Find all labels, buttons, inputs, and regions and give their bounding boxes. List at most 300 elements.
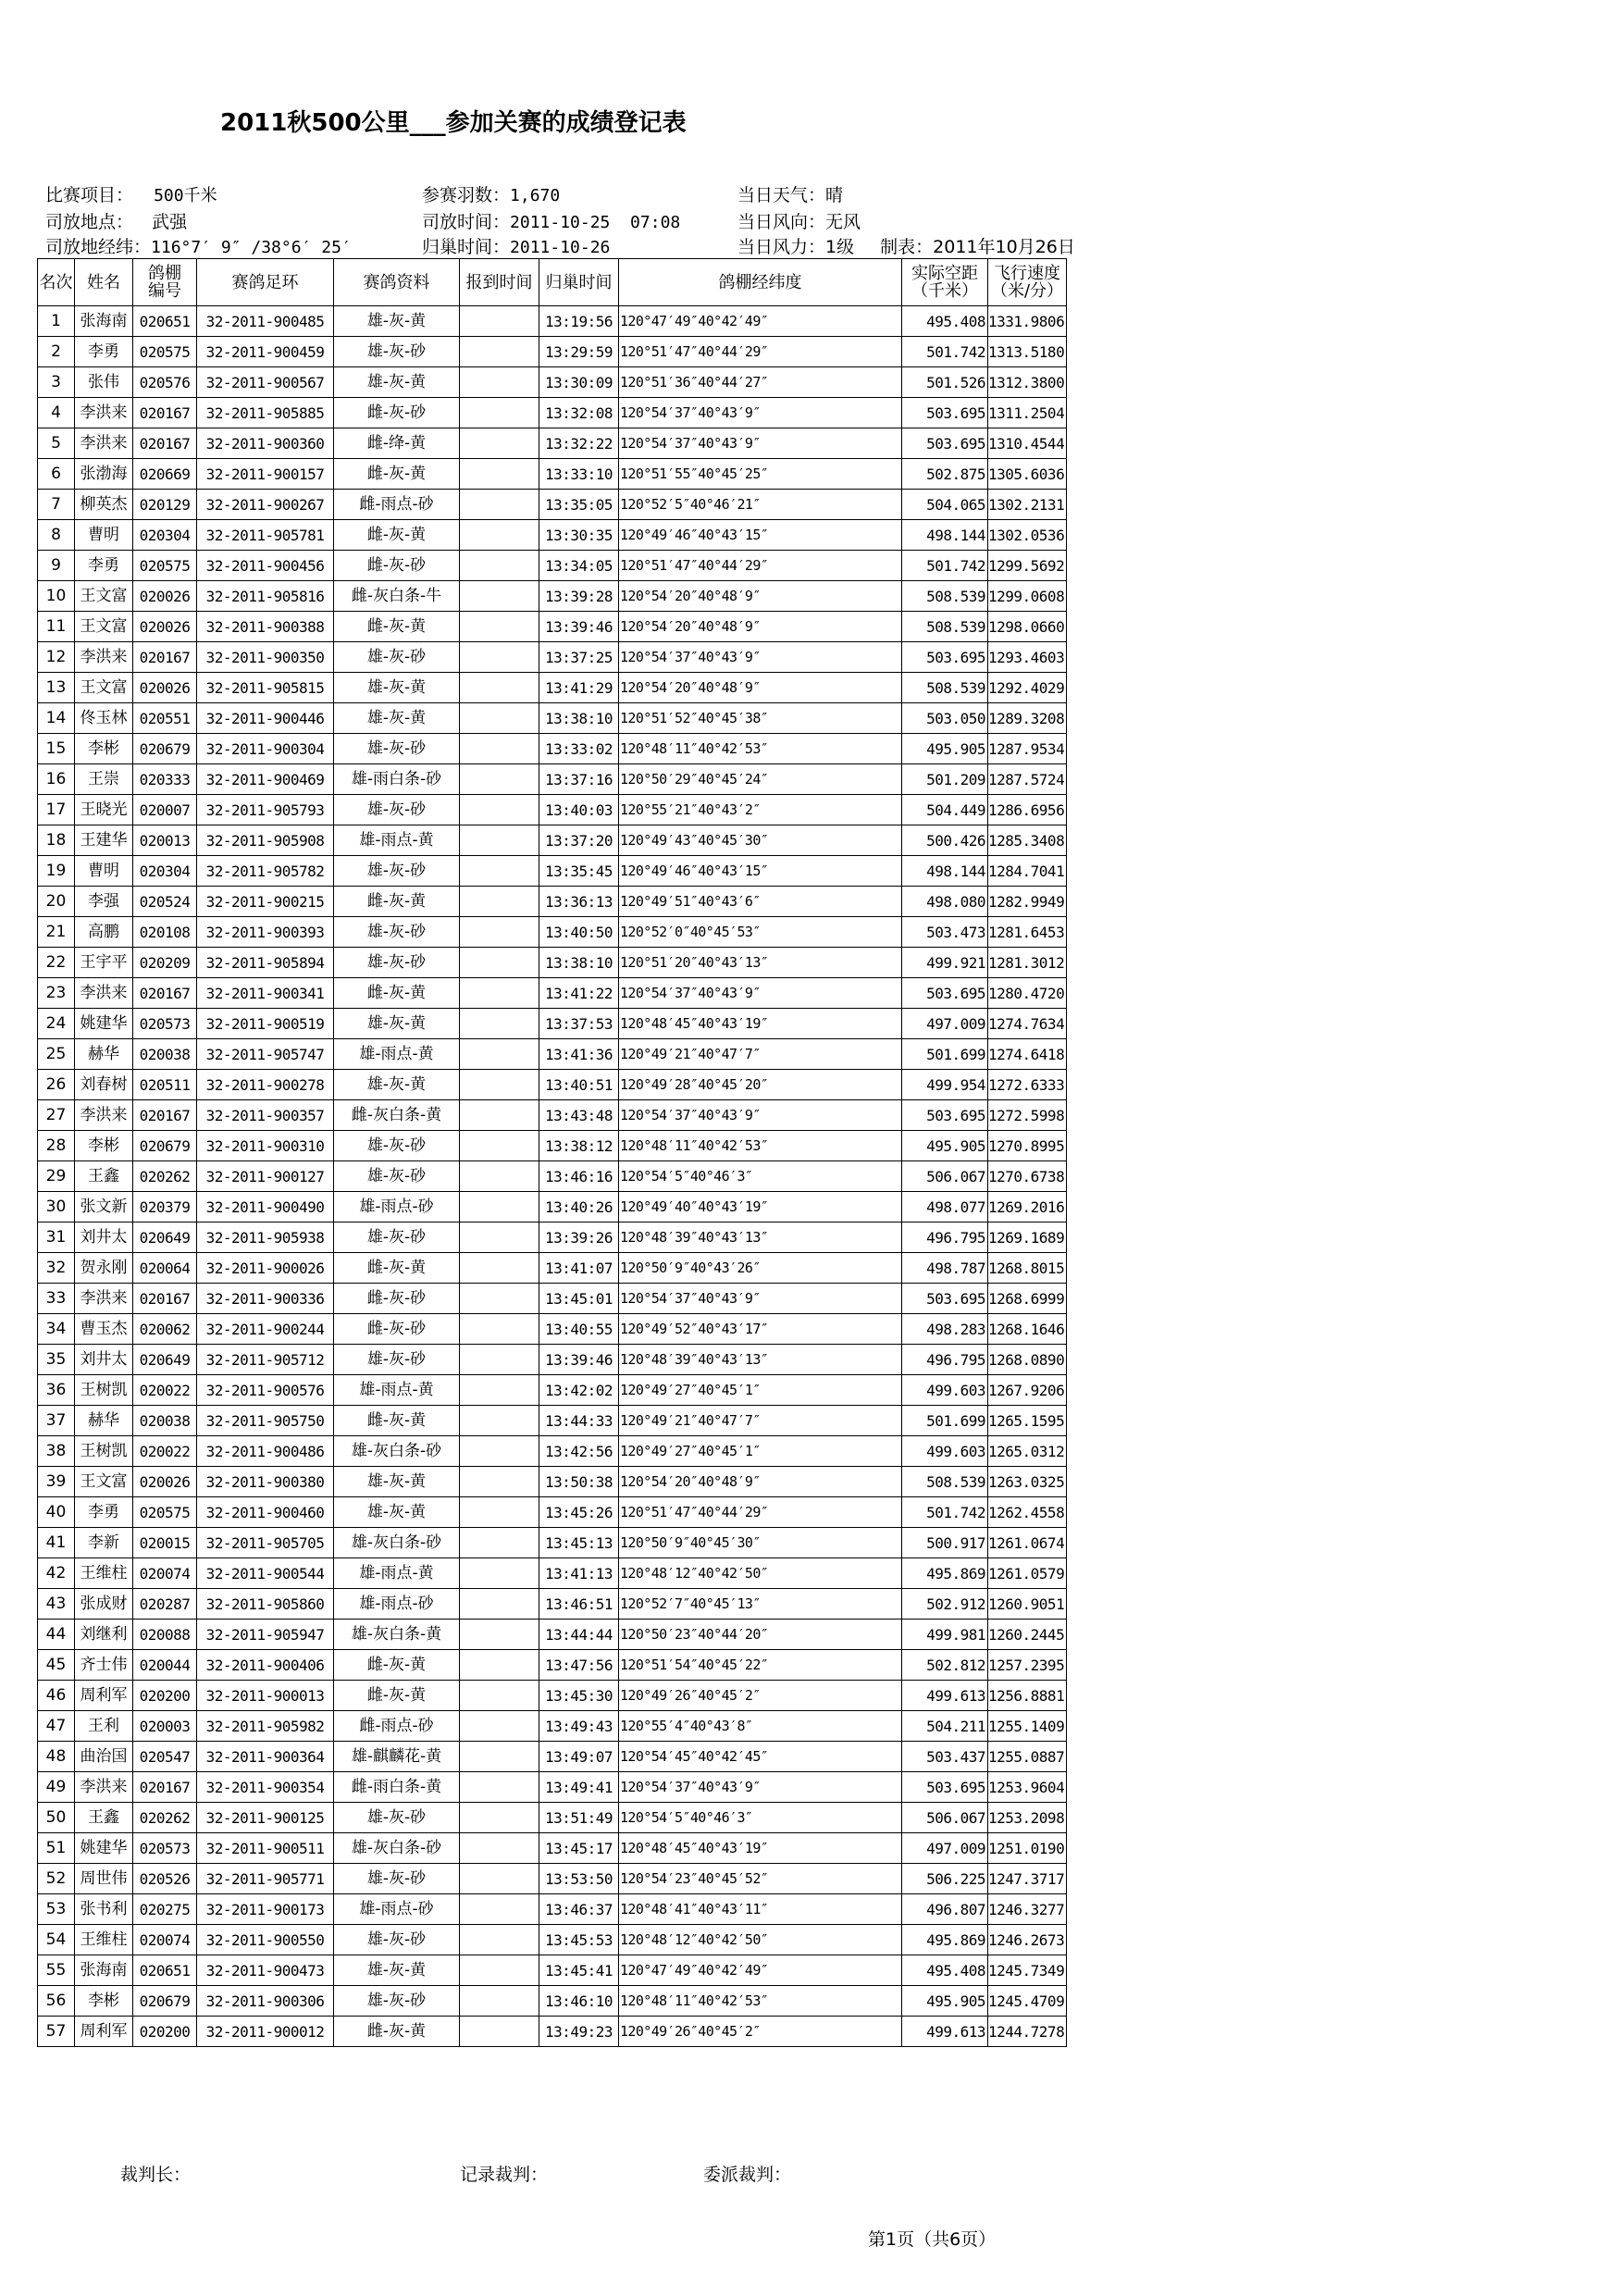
cell-report — [460, 1803, 539, 1833]
cell-speed: 1265.0312 — [988, 1436, 1067, 1467]
cell-loft: 020015 — [133, 1528, 197, 1558]
cell-name: 张书利 — [75, 1894, 133, 1925]
cell-coords: 120°49′27″40°45′1″ — [619, 1436, 902, 1467]
cell-name: 王建华 — [75, 825, 133, 856]
cell-distance: 503.695 — [902, 398, 988, 428]
cell-ring: 32-2011-900446 — [197, 703, 334, 734]
cell-distance: 500.426 — [902, 825, 988, 856]
cell-name: 张伟 — [75, 367, 133, 398]
cell-return: 13:41:36 — [539, 1039, 619, 1070]
cell-speed: 1260.2445 — [988, 1620, 1067, 1650]
cell-loft: 020573 — [133, 1833, 197, 1864]
cell-report — [460, 1222, 539, 1253]
cell-speed: 1302.0536 — [988, 520, 1067, 551]
cell-speed: 1255.1409 — [988, 1711, 1067, 1742]
cell-distance: 498.787 — [902, 1253, 988, 1284]
cell-ring: 32-2011-900380 — [197, 1467, 334, 1497]
cell-distance: 508.539 — [902, 612, 988, 642]
table-row — [38, 1467, 1067, 1497]
cell-rank: 24 — [38, 1009, 75, 1039]
cell-return: 13:36:13 — [539, 887, 619, 917]
cell-name: 王利 — [75, 1711, 133, 1742]
chief-judge-label: 裁判长： — [120, 2165, 192, 2185]
cell-distance: 495.408 — [902, 1955, 988, 1986]
cell-distance: 506.067 — [902, 1161, 988, 1192]
cell-speed: 1257.2395 — [988, 1650, 1067, 1681]
info-weather — [737, 181, 843, 206]
cell-report — [460, 1528, 539, 1558]
table-row — [38, 1100, 1067, 1131]
cell-speed: 1251.0190 — [988, 1833, 1067, 1864]
table-row — [38, 1039, 1067, 1070]
cell-return: 13:37:16 — [539, 764, 619, 795]
cell-ring: 32-2011-900350 — [197, 642, 334, 673]
cell-ring: 32-2011-905982 — [197, 1711, 334, 1742]
cell-name: 李洪来 — [75, 1284, 133, 1314]
cell-distance: 503.695 — [902, 428, 988, 459]
cell-report — [460, 337, 539, 367]
cell-report — [460, 1558, 539, 1589]
count-label: 参赛羽数： — [422, 185, 511, 205]
cell-return: 13:39:28 — [539, 581, 619, 612]
table-row — [38, 1772, 1067, 1803]
cell-ring: 32-2011-905885 — [197, 398, 334, 428]
table-row — [38, 673, 1067, 703]
cell-coords: 120°47′49″40°42′49″ — [619, 1955, 902, 1986]
cell-info: 雌-雨白条-黄 — [334, 1772, 460, 1803]
header-coords: 鸽棚经纬度 — [619, 259, 902, 306]
cell-loft: 020007 — [133, 795, 197, 825]
cell-return: 13:40:51 — [539, 1070, 619, 1100]
cell-speed: 1281.6453 — [988, 917, 1067, 948]
cell-ring: 32-2011-900215 — [197, 887, 334, 917]
cell-distance: 498.144 — [902, 856, 988, 887]
cell-loft: 020526 — [133, 1864, 197, 1894]
cell-info: 雄-灰-砂 — [334, 1345, 460, 1375]
cell-rank: 2 — [38, 337, 75, 367]
cell-rank: 7 — [38, 490, 75, 520]
cell-loft: 020275 — [133, 1894, 197, 1925]
cell-report — [460, 1833, 539, 1864]
cell-report — [460, 856, 539, 887]
cell-rank: 9 — [38, 551, 75, 581]
cell-report — [460, 1131, 539, 1161]
cell-info: 雌-灰-黄 — [334, 1681, 460, 1711]
table-row — [38, 2017, 1067, 2047]
cell-return: 13:40:50 — [539, 917, 619, 948]
cell-distance: 501.209 — [902, 764, 988, 795]
cell-info: 雌-灰-黄 — [334, 1253, 460, 1284]
cell-info: 雄-灰-黄 — [334, 1467, 460, 1497]
cell-loft: 020379 — [133, 1192, 197, 1222]
cell-loft: 020547 — [133, 1742, 197, 1772]
cell-speed: 1261.0579 — [988, 1558, 1067, 1589]
cell-return: 13:35:05 — [539, 490, 619, 520]
table-row — [38, 1314, 1067, 1345]
cell-distance: 501.742 — [902, 1497, 988, 1528]
cell-rank: 10 — [38, 581, 75, 612]
cell-loft: 020575 — [133, 1497, 197, 1528]
cell-name: 王崇 — [75, 764, 133, 795]
cell-ring: 32-2011-900364 — [197, 1742, 334, 1772]
cell-coords: 120°54′37″40°43′9″ — [619, 398, 902, 428]
cell-return: 13:32:08 — [539, 398, 619, 428]
cell-speed: 1284.7041 — [988, 856, 1067, 887]
cell-return: 13:51:49 — [539, 1803, 619, 1833]
info-wind-dir — [737, 208, 861, 233]
cell-loft: 020262 — [133, 1161, 197, 1192]
info-count — [422, 181, 560, 206]
cell-return: 13:34:05 — [539, 551, 619, 581]
cell-speed: 1287.9534 — [988, 734, 1067, 764]
cell-coords: 120°54′45″40°42′45″ — [619, 1742, 902, 1772]
table-row — [38, 1009, 1067, 1039]
table-row — [38, 856, 1067, 887]
table-row — [38, 1192, 1067, 1222]
cell-return: 13:47:56 — [539, 1650, 619, 1681]
cell-name: 张成财 — [75, 1589, 133, 1620]
cell-return: 13:38:12 — [539, 1131, 619, 1161]
cell-report — [460, 1864, 539, 1894]
table-row — [38, 1070, 1067, 1100]
cell-coords: 120°48′12″40°42′50″ — [619, 1558, 902, 1589]
cell-distance: 499.981 — [902, 1620, 988, 1650]
table-row — [38, 642, 1067, 673]
cell-name: 周利军 — [75, 1681, 133, 1711]
cell-report — [460, 1955, 539, 1986]
cell-report — [460, 1009, 539, 1039]
cell-ring: 32-2011-900511 — [197, 1833, 334, 1864]
cell-name: 王文富 — [75, 673, 133, 703]
table-row — [38, 490, 1067, 520]
cell-ring: 32-2011-900304 — [197, 734, 334, 764]
assigned-judge-label: 委派裁判： — [703, 2165, 792, 2185]
cell-name: 姚建华 — [75, 1009, 133, 1039]
cell-ring: 32-2011-905815 — [197, 673, 334, 703]
cell-coords: 120°51′47″40°44′29″ — [619, 551, 902, 581]
cell-name: 王鑫 — [75, 1161, 133, 1192]
cell-loft: 020669 — [133, 459, 197, 490]
cell-speed: 1272.5998 — [988, 1100, 1067, 1131]
cell-loft: 020026 — [133, 673, 197, 703]
cell-info: 雄-麒麟花-黄 — [334, 1742, 460, 1772]
cell-distance: 495.905 — [902, 734, 988, 764]
cell-loft: 020524 — [133, 887, 197, 917]
cell-info: 雄-雨点-黄 — [334, 1375, 460, 1406]
cell-name: 李洪来 — [75, 978, 133, 1009]
cell-return: 13:37:53 — [539, 1009, 619, 1039]
cell-ring: 32-2011-900306 — [197, 1986, 334, 2017]
cell-name: 赫华 — [75, 1406, 133, 1436]
cell-report — [460, 1100, 539, 1131]
table-row — [38, 1345, 1067, 1375]
cell-ring: 32-2011-900125 — [197, 1803, 334, 1833]
cell-rank: 35 — [38, 1345, 75, 1375]
cell-name: 李洪来 — [75, 1100, 133, 1131]
cell-return: 13:49:41 — [539, 1772, 619, 1803]
cell-coords: 120°48′12″40°42′50″ — [619, 1925, 902, 1955]
cell-info: 雄-灰-黄 — [334, 673, 460, 703]
cell-loft: 020551 — [133, 703, 197, 734]
cell-distance: 503.695 — [902, 1772, 988, 1803]
header-row — [38, 259, 1067, 306]
cell-loft: 020026 — [133, 612, 197, 642]
cell-return: 13:41:22 — [539, 978, 619, 1009]
cell-speed: 1253.2098 — [988, 1803, 1067, 1833]
cell-name: 李彬 — [75, 1986, 133, 2017]
cell-name: 王树凯 — [75, 1375, 133, 1406]
cell-report — [460, 398, 539, 428]
cell-return: 13:40:26 — [539, 1192, 619, 1222]
cell-name: 曹明 — [75, 856, 133, 887]
table-row — [38, 1650, 1067, 1681]
cell-rank: 39 — [38, 1467, 75, 1497]
cell-loft: 020573 — [133, 1009, 197, 1039]
cell-coords: 120°51′36″40°44′27″ — [619, 367, 902, 398]
cell-distance: 502.875 — [902, 459, 988, 490]
header-distance: 实际空距 （千米） — [902, 259, 988, 306]
cell-return: 13:44:33 — [539, 1406, 619, 1436]
cell-speed: 1244.7278 — [988, 2017, 1067, 2047]
cell-loft: 020649 — [133, 1222, 197, 1253]
cell-speed: 1246.2673 — [988, 1925, 1067, 1955]
cell-ring: 32-2011-905908 — [197, 825, 334, 856]
cell-report — [460, 2017, 539, 2047]
cell-info: 雌-雨点-砂 — [334, 490, 460, 520]
wind-dir-value: 无风 — [825, 212, 861, 232]
cell-speed: 1289.3208 — [988, 703, 1067, 734]
cell-ring: 32-2011-900576 — [197, 1375, 334, 1406]
cell-name: 李洪来 — [75, 1772, 133, 1803]
cell-coords: 120°48′45″40°43′19″ — [619, 1009, 902, 1039]
cell-rank: 57 — [38, 2017, 75, 2047]
cell-name: 曲治国 — [75, 1742, 133, 1772]
cell-info: 雌-灰-黄 — [334, 887, 460, 917]
cell-loft: 020287 — [133, 1589, 197, 1620]
cell-info: 雌-灰-砂 — [334, 551, 460, 581]
table-row — [38, 1864, 1067, 1894]
cell-name: 王晓光 — [75, 795, 133, 825]
table-row — [38, 1894, 1067, 1925]
cell-report — [460, 1161, 539, 1192]
cell-name: 王文富 — [75, 612, 133, 642]
cell-name: 李新 — [75, 1528, 133, 1558]
cell-loft: 020038 — [133, 1406, 197, 1436]
cell-report — [460, 1406, 539, 1436]
cell-speed: 1285.3408 — [988, 825, 1067, 856]
cell-loft: 020167 — [133, 1772, 197, 1803]
cell-report — [460, 1772, 539, 1803]
cell-report — [460, 1681, 539, 1711]
cell-coords: 120°54′37″40°43′9″ — [619, 978, 902, 1009]
cell-distance: 496.807 — [902, 1894, 988, 1925]
cell-loft: 020064 — [133, 1253, 197, 1284]
cell-ring: 32-2011-905894 — [197, 948, 334, 978]
cell-speed: 1287.5724 — [988, 764, 1067, 795]
cell-speed: 1268.1646 — [988, 1314, 1067, 1345]
table-row — [38, 1803, 1067, 1833]
cell-coords: 120°54′37″40°43′9″ — [619, 1100, 902, 1131]
cell-info: 雄-灰-砂 — [334, 1131, 460, 1161]
cell-loft: 020074 — [133, 1925, 197, 1955]
cell-coords: 120°52′7″40°45′13″ — [619, 1589, 902, 1620]
table-row — [38, 398, 1067, 428]
cell-loft: 020088 — [133, 1620, 197, 1650]
cell-coords: 120°49′26″40°45′2″ — [619, 2017, 902, 2047]
cell-loft: 020074 — [133, 1558, 197, 1589]
cell-return: 13:42:56 — [539, 1436, 619, 1467]
cell-info: 雄-灰-黄 — [334, 1009, 460, 1039]
cell-info: 雌-灰-黄 — [334, 978, 460, 1009]
cell-rank: 31 — [38, 1222, 75, 1253]
wind-force-label: 当日风力： — [737, 237, 826, 257]
record-judge-label: 记录裁判： — [460, 2165, 549, 2185]
cell-report — [460, 1467, 539, 1497]
cell-info: 雄-灰-砂 — [334, 1925, 460, 1955]
cell-coords: 120°48′11″40°42′53″ — [619, 1986, 902, 2017]
cell-speed: 1270.6738 — [988, 1161, 1067, 1192]
table-row — [38, 1742, 1067, 1772]
cell-report — [460, 1345, 539, 1375]
cell-speed: 1268.0890 — [988, 1345, 1067, 1375]
cell-return: 13:19:56 — [539, 306, 619, 337]
cell-rank: 6 — [38, 459, 75, 490]
cell-loft: 020026 — [133, 1467, 197, 1497]
cell-loft: 020651 — [133, 1955, 197, 1986]
info-wind-force — [737, 233, 1075, 258]
cell-info: 雄-灰-砂 — [334, 1803, 460, 1833]
cell-report — [460, 948, 539, 978]
cell-rank: 30 — [38, 1192, 75, 1222]
cell-loft: 020062 — [133, 1314, 197, 1345]
cell-return: 13:45:53 — [539, 1925, 619, 1955]
cell-distance: 495.869 — [902, 1558, 988, 1589]
cell-rank: 43 — [38, 1589, 75, 1620]
cell-ring: 32-2011-905938 — [197, 1222, 334, 1253]
cell-speed: 1299.0608 — [988, 581, 1067, 612]
cell-return: 13:40:03 — [539, 795, 619, 825]
cell-return: 13:30:35 — [539, 520, 619, 551]
cell-info: 雄-灰-黄 — [334, 1497, 460, 1528]
cell-report — [460, 459, 539, 490]
cell-speed: 1262.4558 — [988, 1497, 1067, 1528]
cell-rank: 38 — [38, 1436, 75, 1467]
made-label: 制表： — [880, 237, 934, 257]
cell-speed: 1292.4029 — [988, 673, 1067, 703]
cell-coords: 120°49′46″40°43′15″ — [619, 520, 902, 551]
cell-speed: 1305.6036 — [988, 459, 1067, 490]
cell-info: 雄-雨点-砂 — [334, 1589, 460, 1620]
cell-loft: 020038 — [133, 1039, 197, 1070]
cell-ring: 32-2011-900406 — [197, 1650, 334, 1681]
header-report: 报到时间 — [460, 259, 539, 306]
table-row — [38, 1375, 1067, 1406]
cell-info: 雌-灰-黄 — [334, 1406, 460, 1436]
cell-coords: 120°54′5″40°46′3″ — [619, 1803, 902, 1833]
cell-distance: 506.225 — [902, 1864, 988, 1894]
cell-loft: 020167 — [133, 642, 197, 673]
cell-rank: 52 — [38, 1864, 75, 1894]
cell-name: 王文富 — [75, 581, 133, 612]
cell-coords: 120°49′28″40°45′20″ — [619, 1070, 902, 1100]
cell-speed: 1272.6333 — [988, 1070, 1067, 1100]
cell-rank: 44 — [38, 1620, 75, 1650]
cell-speed: 1298.0660 — [988, 612, 1067, 642]
cell-loft: 020167 — [133, 1100, 197, 1131]
cell-name: 王维柱 — [75, 1925, 133, 1955]
cell-return: 13:37:25 — [539, 642, 619, 673]
cell-coords: 120°51′52″40°45′38″ — [619, 703, 902, 734]
cell-name: 贺永刚 — [75, 1253, 133, 1284]
cell-info: 雄-灰-砂 — [334, 856, 460, 887]
table-row — [38, 1284, 1067, 1314]
cell-speed: 1312.3800 — [988, 367, 1067, 398]
cell-distance: 496.795 — [902, 1222, 988, 1253]
cell-distance: 504.211 — [902, 1711, 988, 1742]
cell-distance: 499.954 — [902, 1070, 988, 1100]
cell-distance: 503.695 — [902, 978, 988, 1009]
cell-rank: 11 — [38, 612, 75, 642]
cell-coords: 120°54′20″40°48′9″ — [619, 612, 902, 642]
table-row — [38, 520, 1067, 551]
cell-info: 雄-雨点-黄 — [334, 1558, 460, 1589]
table-row — [38, 1558, 1067, 1589]
cell-distance: 499.603 — [902, 1436, 988, 1467]
cell-return: 13:50:38 — [539, 1467, 619, 1497]
cell-ring: 32-2011-905816 — [197, 581, 334, 612]
cell-info: 雌-灰-砂 — [334, 1284, 460, 1314]
cell-info: 雄-灰-砂 — [334, 948, 460, 978]
cell-distance: 508.539 — [902, 673, 988, 703]
table-row — [38, 764, 1067, 795]
table-row — [38, 917, 1067, 948]
cell-distance: 499.603 — [902, 1375, 988, 1406]
cell-info: 雄-灰-砂 — [334, 337, 460, 367]
cell-speed: 1256.8881 — [988, 1681, 1067, 1711]
cell-ring: 32-2011-900336 — [197, 1284, 334, 1314]
cell-loft: 020679 — [133, 1986, 197, 2017]
cell-rank: 13 — [38, 673, 75, 703]
cell-distance: 495.869 — [902, 1925, 988, 1955]
cell-return: 13:49:23 — [539, 2017, 619, 2047]
cell-coords: 120°51′55″40°45′25″ — [619, 459, 902, 490]
cell-name: 周世伟 — [75, 1864, 133, 1894]
cell-coords: 120°54′5″40°46′3″ — [619, 1161, 902, 1192]
cell-return: 13:46:37 — [539, 1894, 619, 1925]
cell-report — [460, 1620, 539, 1650]
cell-ring: 32-2011-905750 — [197, 1406, 334, 1436]
table-row — [38, 1253, 1067, 1284]
cell-report — [460, 703, 539, 734]
cell-info: 雌-灰-黄 — [334, 612, 460, 642]
cell-rank: 33 — [38, 1284, 75, 1314]
cell-rank: 54 — [38, 1925, 75, 1955]
cell-coords: 120°48′45″40°43′19″ — [619, 1833, 902, 1864]
cell-info: 雄-灰白条-黄 — [334, 1620, 460, 1650]
table-row — [38, 887, 1067, 917]
cell-speed: 1286.6956 — [988, 795, 1067, 825]
cell-loft: 020167 — [133, 978, 197, 1009]
cell-name: 高鹏 — [75, 917, 133, 948]
cell-coords: 120°51′47″40°44′29″ — [619, 337, 902, 367]
cell-ring: 32-2011-900550 — [197, 1925, 334, 1955]
cell-speed: 1293.4603 — [988, 642, 1067, 673]
cell-report — [460, 978, 539, 1009]
cell-report — [460, 1070, 539, 1100]
cell-report — [460, 1497, 539, 1528]
cell-name: 刘井太 — [75, 1345, 133, 1375]
table-row — [38, 703, 1067, 734]
